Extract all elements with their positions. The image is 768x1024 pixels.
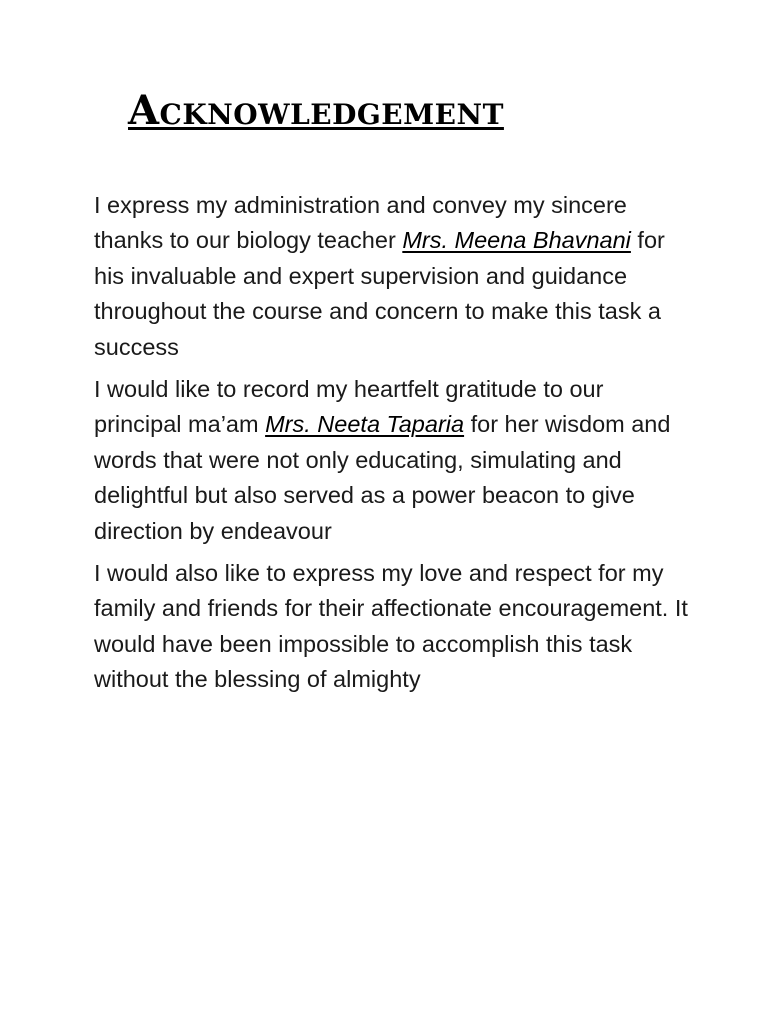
paragraph-text: I express my administration and convey my sincere thanks to our biology teacher — [94, 192, 627, 254]
paragraph-principal-gratitude — [94, 372, 694, 549]
paragraph-text: for his invaluable and expert supervision and guidance throughout the course and concern to make this task a success — [94, 227, 665, 360]
page-title: Acknowledgement — [128, 87, 504, 134]
paragraph-teacher-thanks — [94, 188, 694, 365]
paragraph-family-thanks: I would also like to express my love and respect for my family and friends for their affectionate encouragement. It would have been impossible to accomplish this task without the blessing of almighty — [94, 560, 688, 693]
paragraph-text: for her wisdom and words that were not only educating, simulating and delightful but also served as a power beacon to give direction by endeavour — [94, 411, 671, 544]
document-body — [94, 188, 694, 705]
principal-name: Mrs. Neeta Taparia — [265, 411, 465, 438]
teacher-name: Mrs. Meena Bhavnani — [402, 227, 631, 254]
paragraph-text: I would like to record my heartfelt gratitude to our principal ma’am — [94, 376, 604, 438]
